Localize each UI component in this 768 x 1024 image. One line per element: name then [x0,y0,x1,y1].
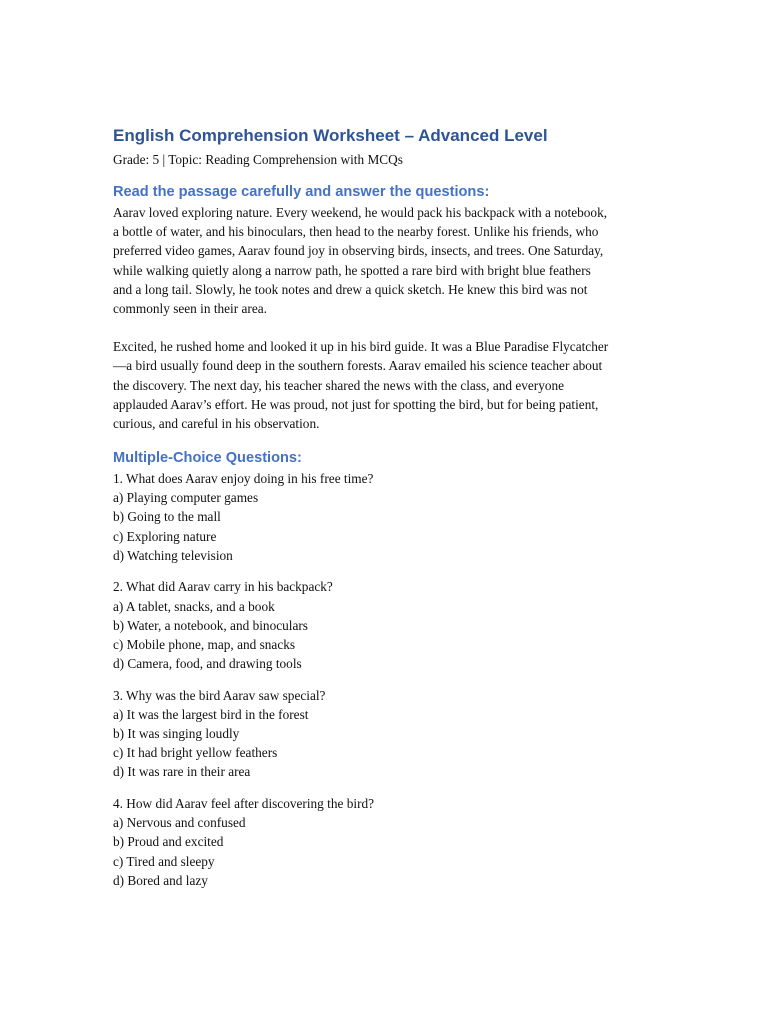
grade-topic-line: Grade: 5 | Topic: Reading Comprehension with MCQs [113,152,403,167]
answer-option: d) It was rare in their area [113,764,251,780]
question-text: 2. What did Aarav carry in his backpack? [113,579,333,595]
passage-line: Excited, he rushed home and looked it up in his bird guide. It was a Blue Paradise Flycatcher [113,339,609,355]
answer-option: a) Nervous and confused [113,815,246,831]
worksheet-page [113,124,673,890]
question-text: 4. How did Aarav feel after discovering the bird? [113,796,375,812]
answer-option: b) Proud and excited [113,834,224,850]
answer-option: b) Water, a notebook, and binoculars [113,617,308,633]
answer-option: b) Going to the mall [113,509,221,525]
question-4 [113,794,673,890]
answer-option: a) Playing computer games [113,490,259,506]
question-3 [113,686,673,782]
mcq-heading: Multiple-Choice Questions: [113,450,302,467]
worksheet-title: English Comprehension Worksheet – Advanced Level [113,126,548,145]
question-text: 1. What does Aarav enjoy doing in his free time? [113,471,374,487]
passage-paragraph [113,203,673,318]
question-text: 3. Why was the bird Aarav saw special? [113,687,326,703]
passage-paragraph [113,337,673,433]
passage-line: and a long tail. Slowly, he took notes and drew a quick sketch. He knew this bird was not [113,281,588,297]
passage-line: applauded Aarav’s effort. He was proud, not just for spotting the bird, but for being patient, [113,396,599,412]
passage [113,203,673,433]
answer-option: c) Exploring nature [113,528,217,544]
question-2 [113,577,673,673]
answer-option: a) A tablet, snacks, and a book [113,598,275,614]
question-list [113,469,673,890]
answer-option: c) Mobile phone, map, and snacks [113,636,296,652]
passage-line: curious, and careful in his observation. [113,415,320,431]
passage-heading: Read the passage carefully and answer the questions: [113,184,490,200]
answer-option: c) Tired and sleepy [113,853,215,869]
passage-line: commonly seen in their area. [113,300,267,316]
passage-line: the discovery. The next day, his teacher shared the news with the class, and everyone [113,377,565,393]
answer-option: d) Bored and lazy [113,872,208,888]
answer-option: a) It was the largest bird in the forest [113,706,309,722]
answer-option: d) Watching television [113,547,233,563]
question-1 [113,469,673,565]
answer-option: c) It had bright yellow feathers [113,745,278,761]
passage-line: —a bird usually found deep in the southern forests. Aarav emailed his science teacher about [113,358,603,374]
passage-line: Aarav loved exploring nature. Every weekend, he would pack his backpack with a notebook, [113,205,608,220]
passage-line: preferred video games, Aarav found joy in observing birds, insects, and trees. One Saturday, [113,243,604,259]
passage-line: while walking quietly along a narrow path, he spotted a rare bird with bright blue feathers [113,262,591,278]
passage-line: a bottle of water, and his binoculars, then head to the nearby forest. Unlike his friends, who [113,224,599,240]
answer-option: d) Camera, food, and drawing tools [113,656,302,672]
answer-option: b) It was singing loudly [113,726,240,742]
